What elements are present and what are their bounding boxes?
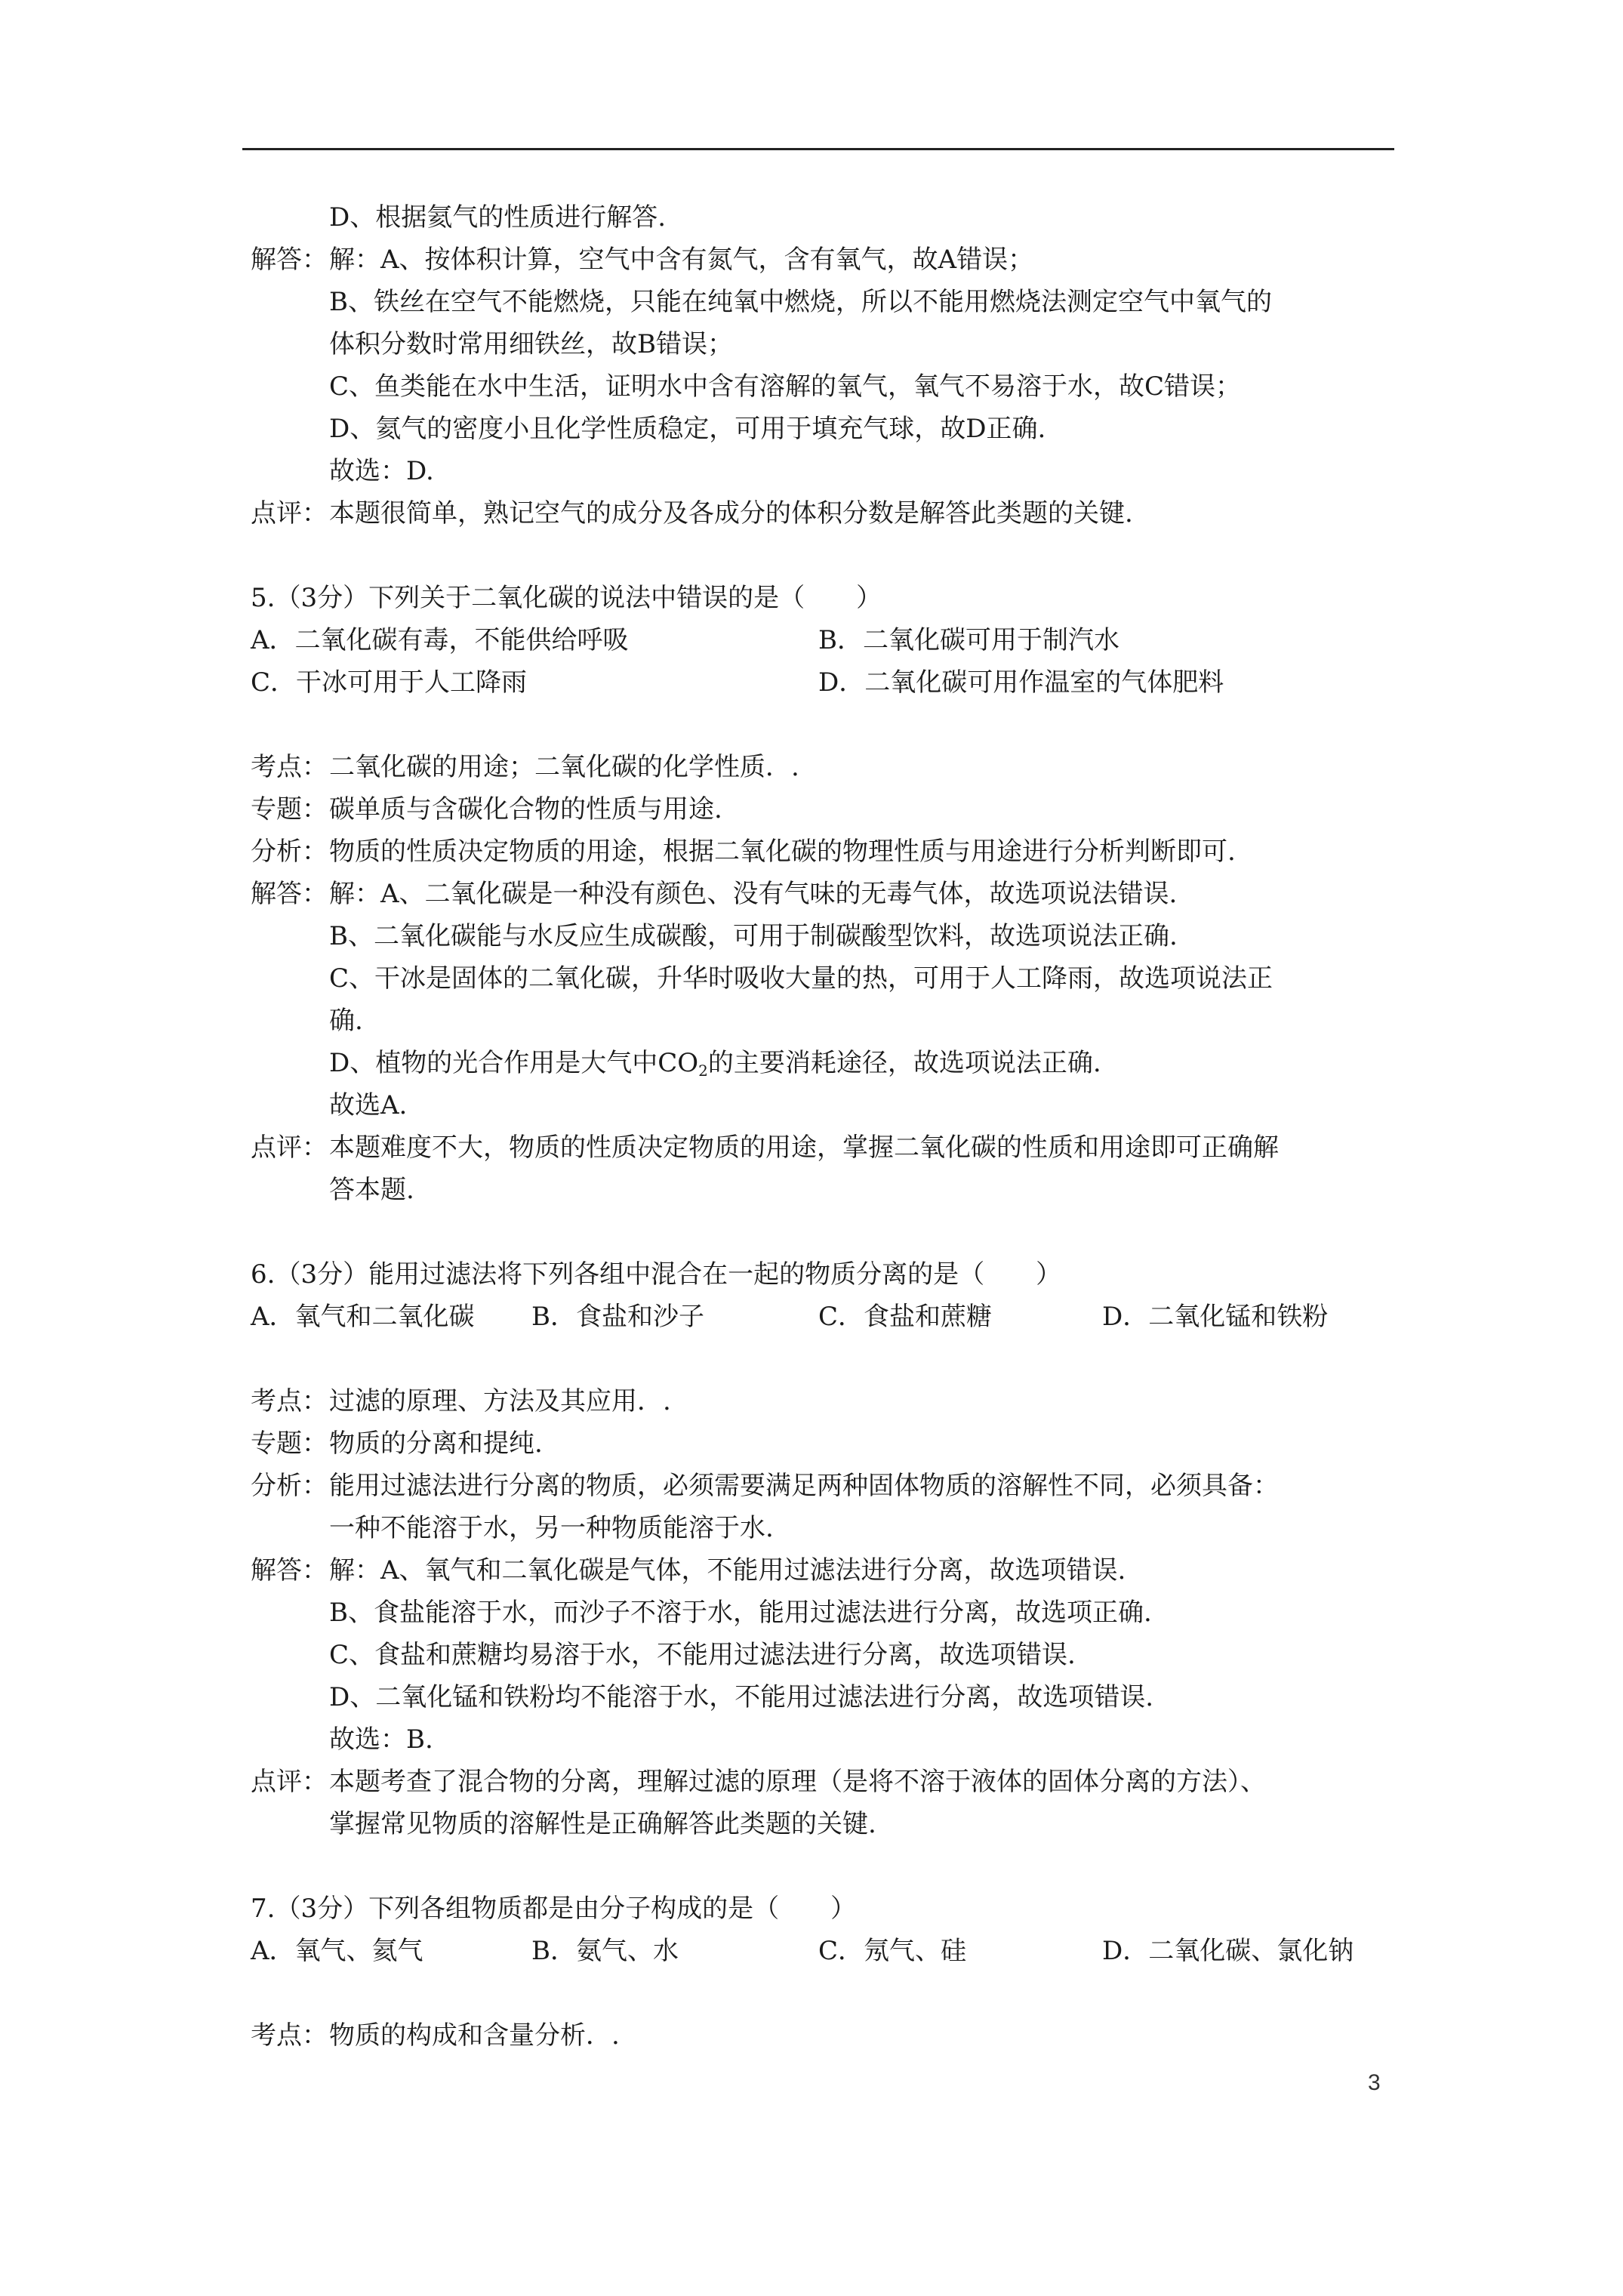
question-5-options-row-1: [251, 619, 1398, 661]
answer-line: D、植物的光合作用是大气中$CO_2$的主要消耗途径，故选项说法正确.: [329, 1048, 1101, 1080]
key-point-label: 考点：: [251, 1386, 328, 1416]
comment-line: 点评：本题很简单，熟记空气的成分及各成分的体积分数是解答此类题的关键.: [251, 492, 1398, 535]
answer-line: 确.: [329, 1006, 363, 1036]
option-b: B．二氧化碳可用于制汽水: [818, 625, 1119, 655]
key-point-line: 考点：物质的构成和含量分析．.: [251, 2014, 1398, 2057]
option-a: A．氧气、氦气: [251, 1936, 423, 1966]
option-a: A．氧气和二氧化碳: [251, 1302, 475, 1332]
topic-label: 专题：: [251, 1428, 328, 1459]
spacer: [251, 535, 1398, 577]
topic-line: 专题：碳单质与含碳化合物的性质与用途.: [251, 788, 1398, 831]
answer-line: 解答：解：A、按体积计算，空气中含有氮气，含有氧气，故A错误；: [251, 239, 1398, 281]
answer-label: 解答：: [251, 245, 328, 275]
document-body: [251, 196, 1398, 2057]
question-6: 6.（3分）能用过滤法将下列各组中混合在一起的物质分离的是（ ）: [251, 1259, 1062, 1290]
comment-label: 点评：: [251, 498, 328, 529]
comment-line: 点评：本题难度不大，物质的性质决定物质的用途，掌握二氧化碳的性质和用途即可正确解: [251, 1126, 1398, 1169]
spacer: [251, 1972, 1398, 2014]
comment-line: 点评：本题考查了混合物的分离，理解过滤的原理（是将不溶于液体的固体分离的方法）、: [251, 1761, 1398, 1803]
analysis-label: 分析：: [251, 1471, 328, 1501]
answer-line: D、氦气的密度小且化学性质稳定，可用于填充气球，故D正确.: [329, 414, 1046, 444]
option-c: C．干冰可用于人工降雨: [251, 667, 528, 698]
option-b: B．氨气、水: [531, 1936, 679, 1966]
spacer: [251, 704, 1398, 746]
answer-label: 解答：: [251, 1555, 328, 1586]
answer-line: 解答：解：A、氧气和二氧化碳是气体，不能用过滤法进行分离，故选项错误.: [251, 1549, 1398, 1592]
option-d: D．二氧化锰和铁粉: [1102, 1302, 1329, 1332]
topic-line: 专题：物质的分离和提纯.: [251, 1422, 1398, 1465]
key-point-label: 考点：: [251, 2020, 328, 2051]
key-point-line: 考点：二氧化碳的用途；二氧化碳的化学性质．.: [251, 746, 1398, 788]
analysis-line: 一种不能溶于水，另一种物质能溶于水.: [329, 1513, 774, 1543]
page-number: 3: [1368, 2070, 1381, 2095]
answer-line: B、铁丝在空气不能燃烧，只能在纯氧中燃烧，所以不能用燃烧法测定空气中氧气的: [329, 287, 1272, 317]
question-5-options-row-2: [251, 661, 1398, 704]
answer-line: D、二氧化锰和铁粉均不能溶于水，不能用过滤法进行分离，故选项错误.: [329, 1682, 1154, 1712]
analysis-line: 分析：能用过滤法进行分离的物质，必须需要满足两种固体物质的溶解性不同，必须具备：: [251, 1465, 1398, 1507]
spacer: [251, 1845, 1398, 1888]
answer-line: B、二氧化碳能与水反应生成碳酸，可用于制碳酸型饮料，故选项说法正确.: [329, 921, 1178, 951]
answer-line: B、食盐能溶于水，而沙子不溶于水，能用过滤法进行分离，故选项正确.: [329, 1598, 1152, 1628]
answer-line: C、干冰是固体的二氧化碳，升华时吸收大量的热，可用于人工降雨，故选项说法正: [329, 963, 1273, 994]
key-point-label: 考点：: [251, 752, 328, 782]
option-d: D．二氧化碳可用作温室的气体肥料: [818, 667, 1224, 698]
spacer: [251, 1338, 1398, 1380]
comment-line: 答本题.: [329, 1175, 414, 1205]
spacer: [251, 1211, 1398, 1253]
key-point-line: 考点：过滤的原理、方法及其应用．.: [251, 1380, 1398, 1422]
comment-line: 掌握常见物质的溶解性是正确解答此类题的关键.: [329, 1809, 876, 1839]
answer-line: 故选A.: [329, 1090, 408, 1120]
answer-line: 故选：D.: [329, 456, 434, 486]
option-c: C．氖气、硅: [818, 1936, 967, 1966]
analysis-label: 分析：: [251, 837, 328, 867]
answer-line: 解答：解：A、二氧化碳是一种没有颜色、没有气味的无毒气体，故选项说法错误.: [251, 873, 1398, 915]
question-5: 5.（3分）下列关于二氧化碳的说法中错误的是（ ）: [251, 583, 882, 613]
option-a: A．二氧化碳有毒，不能供给呼吸: [251, 625, 629, 655]
header-rule: [242, 148, 1394, 150]
topic-label: 专题：: [251, 794, 328, 824]
answer-line: C、食盐和蔗糖均易溶于水，不能用过滤法进行分离，故选项错误.: [329, 1640, 1076, 1670]
option-d: D．二氧化碳、氯化钠: [1102, 1936, 1354, 1966]
answer-label: 解答：: [251, 879, 328, 909]
answer-line: C、鱼类能在水中生活，证明水中含有溶解的氧气，氧气不易溶于水，故C错误；: [329, 371, 1242, 402]
comment-label: 点评：: [251, 1767, 328, 1797]
question-7-options: [251, 1930, 1398, 1972]
question-7: 7.（3分）下列各组物质都是由分子构成的是（ ）: [251, 1894, 857, 1924]
option-b: B．食盐和沙子: [531, 1302, 704, 1332]
answer-line: 故选：B.: [329, 1724, 433, 1755]
analysis-line: D、根据氦气的性质进行解答.: [329, 202, 667, 233]
comment-label: 点评：: [251, 1133, 328, 1163]
option-c: C．食盐和蔗糖: [818, 1302, 993, 1332]
answer-line: 体积分数时常用细铁丝，故B错误；: [329, 329, 733, 359]
subscript: 2: [698, 1062, 708, 1080]
analysis-line: 分析：物质的性质决定物质的用途，根据二氧化碳的物理性质与用途进行分析判断即可.: [251, 831, 1398, 873]
question-6-options: [251, 1296, 1398, 1338]
